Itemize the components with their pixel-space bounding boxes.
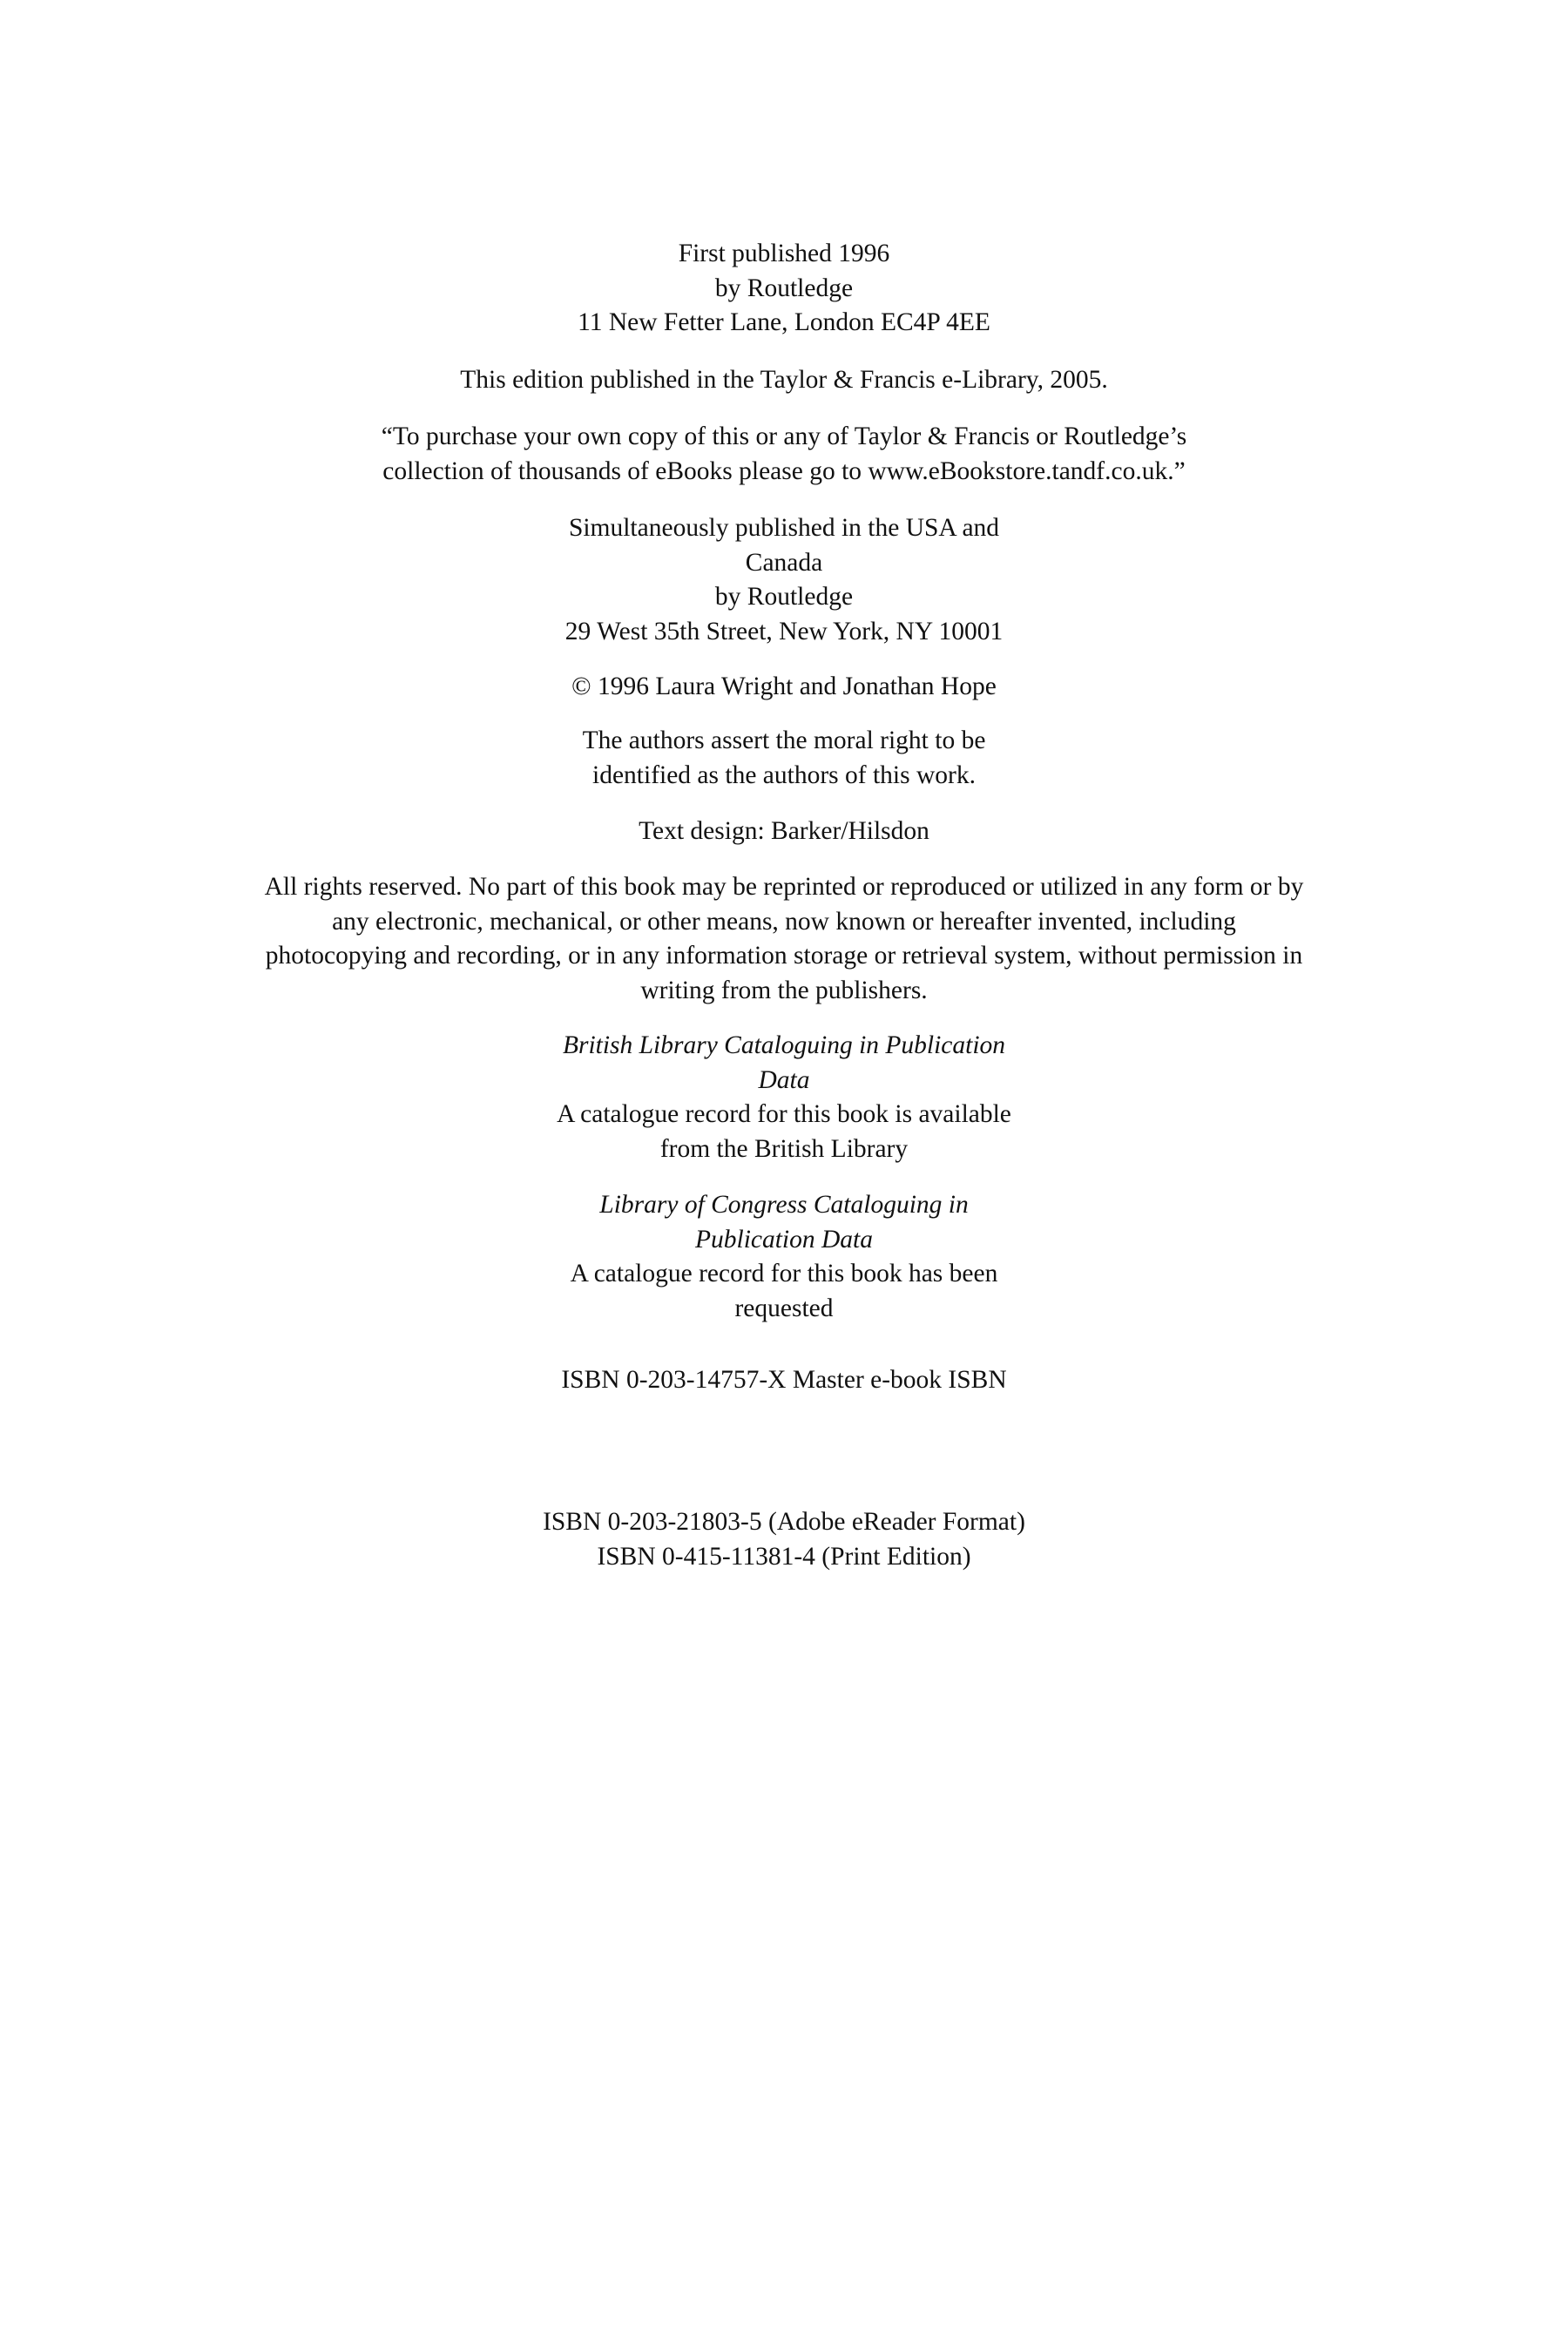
copyright-notice xyxy=(174,670,1394,705)
first-publication-block xyxy=(174,237,1394,341)
library-of-congress-block xyxy=(174,1188,1394,1326)
library-of-congress-body-line-2: requested xyxy=(734,1294,834,1322)
purchase-note-line-2: collection of thousands of eBooks please go to www.eBookstore.tandf.co.uk.” xyxy=(382,456,1186,485)
first-published-line: First published 1996 xyxy=(678,240,890,267)
rights-reserved-line-4: writing from the publishers. xyxy=(640,976,928,1004)
isbn-formats-block xyxy=(174,1505,1394,1574)
edition-note xyxy=(174,363,1394,398)
publisher-line: by Routledge xyxy=(714,274,854,302)
british-library-body-line-1: A catalogue record for this book is available xyxy=(557,1100,1011,1128)
rights-reserved-block xyxy=(131,870,1437,1008)
rights-reserved-line-2: any electronic, mechanical, or other means, now known or hereafter invented, including xyxy=(332,907,1236,936)
us-publication-line-1: Simultaneously published in the USA and xyxy=(568,514,1000,542)
library-of-congress-body-line-1: A catalogue record for this book has been xyxy=(570,1260,998,1288)
rights-reserved-line-3: photocopying and recording, or in any information storage or retrieval system, without permission in xyxy=(265,942,1303,970)
british-library-heading-line-2: Data xyxy=(758,1065,810,1094)
text-design-credit xyxy=(174,814,1394,849)
copyright-line: © 1996 Laura Wright and Jonathan Hope xyxy=(571,672,997,700)
purchase-note xyxy=(174,420,1394,489)
moral-rights-block xyxy=(174,724,1394,793)
us-publication-line-4: 29 West 35th Street, New York, NY 10001 xyxy=(564,617,1004,645)
publisher-address-line: 11 New Fetter Lane, London EC4P 4EE xyxy=(578,308,990,336)
isbn-adobe-line: ISBN 0-203-21803-5 (Adobe eReader Format) xyxy=(543,1508,1025,1536)
edition-note-line: This edition published in the Taylor & Francis e-Library, 2005. xyxy=(460,366,1108,394)
rights-reserved-line-1: All rights reserved. No part of this book may be reprinted or reproduced or utilized in any form or by xyxy=(264,873,1304,901)
isbn-master xyxy=(174,1363,1394,1398)
us-publication-line-2: Canada xyxy=(745,548,823,577)
purchase-note-line-1: “To purchase your own copy of this or any of Taylor & Francis or Routledge’s xyxy=(381,422,1187,450)
library-of-congress-heading-line-2: Publication Data xyxy=(694,1225,874,1254)
moral-rights-line-1: The authors assert the moral right to be xyxy=(582,727,986,754)
us-publication-block xyxy=(174,511,1394,649)
isbn-master-line: ISBN 0-203-14757-X Master e-book ISBN xyxy=(561,1366,1007,1394)
british-library-heading-line-1: British Library Cataloguing in Publication xyxy=(562,1031,1006,1059)
library-of-congress-heading-line-1: Library of Congress Cataloguing in xyxy=(599,1191,969,1219)
text-design-line: Text design: Barker/Hilsdon xyxy=(639,817,929,845)
british-library-block xyxy=(174,1029,1394,1166)
british-library-body-line-2: from the British Library xyxy=(659,1134,909,1163)
moral-rights-line-2: identified as the authors of this work. xyxy=(592,760,976,789)
us-publication-line-3: by Routledge xyxy=(714,583,854,611)
isbn-print-line: ISBN 0-415-11381-4 (Print Edition) xyxy=(597,1542,971,1571)
